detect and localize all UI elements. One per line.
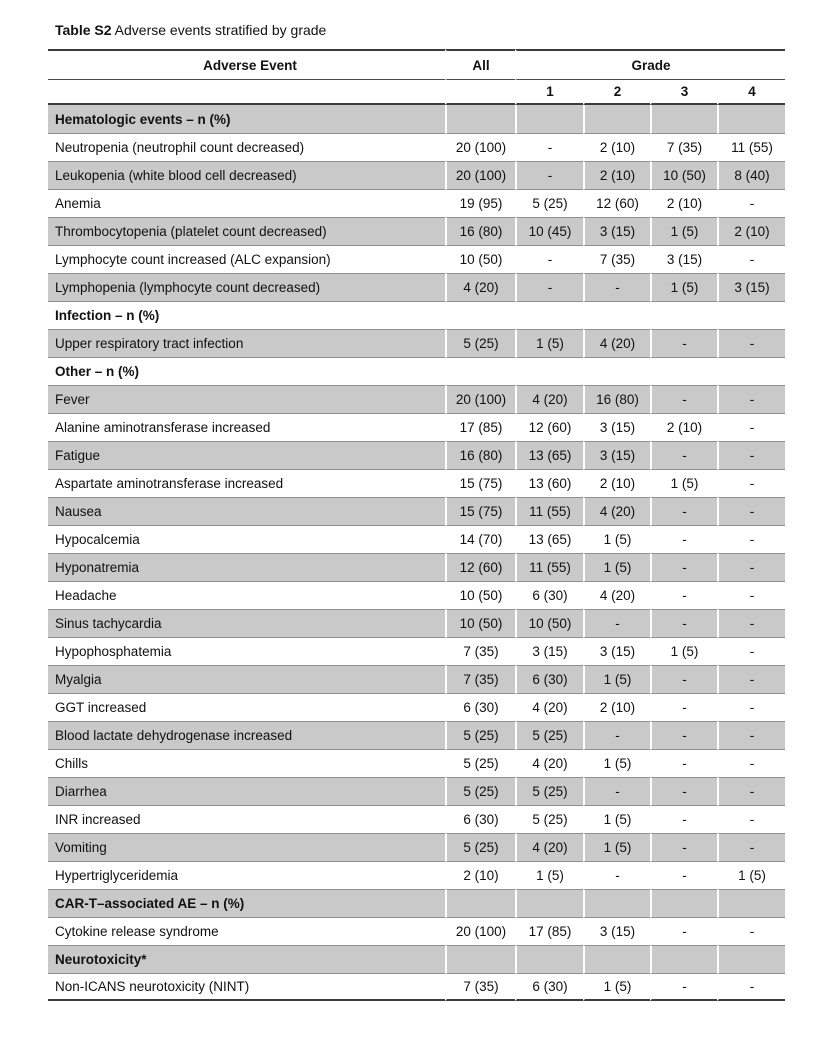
cell-adverse-event: Diarrhea [48,777,445,805]
col-header-grade: Grade [515,49,785,80]
section-empty-cell [650,105,717,133]
col-header-grade-2: 2 [583,80,650,105]
section-header-cell: Other – n (%) [48,357,445,385]
cell-adverse-event: Hypophosphatemia [48,637,445,665]
cell-all: 10 (50) [445,245,515,273]
cell-adverse-event: Blood lactate dehydrogenase increased [48,721,445,749]
cell-adverse-event: Aspartate aminotransferase increased [48,469,445,497]
cell-adverse-event: Leukopenia (white blood cell decreased) [48,161,445,189]
cell-grade-1: - [515,245,583,273]
cell-grade-3: - [650,553,717,581]
cell-grade-1: 4 (20) [515,385,583,413]
cell-grade-4: 1 (5) [717,861,785,889]
table-row [48,693,785,721]
table-row [48,637,785,665]
cell-grade-3: 7 (35) [650,133,717,161]
cell-adverse-event: GGT increased [48,693,445,721]
cell-adverse-event: Alanine aminotransferase increased [48,413,445,441]
cell-grade-1: 6 (30) [515,665,583,693]
cell-adverse-event: Hypocalcemia [48,525,445,553]
col-header-grade-1: 1 [515,80,583,105]
cell-grade-4: - [717,441,785,469]
table-row [48,385,785,413]
cell-grade-4: - [717,973,785,1001]
cell-all: 15 (75) [445,469,515,497]
table-row [48,749,785,777]
section-empty-cell [515,301,583,329]
table-row [48,525,785,553]
section-empty-cell [717,105,785,133]
cell-grade-3: - [650,861,717,889]
cell-grade-4: - [717,413,785,441]
section-header-cell: CAR-T–associated AE – n (%) [48,889,445,917]
cell-grade-2: 1 (5) [583,805,650,833]
table-caption-text: Adverse events stratified by grade [114,22,327,38]
cell-all: 6 (30) [445,693,515,721]
cell-adverse-event: Nausea [48,497,445,525]
cell-grade-4: - [717,469,785,497]
cell-adverse-event: Lymphopenia (lymphocyte count decreased) [48,273,445,301]
section-empty-cell [583,105,650,133]
cell-grade-4: - [717,833,785,861]
cell-adverse-event: Thrombocytopenia (platelet count decreased) [48,217,445,245]
section-empty-cell [583,945,650,973]
cell-grade-3: - [650,497,717,525]
cell-grade-3: - [650,581,717,609]
cell-all: 12 (60) [445,553,515,581]
cell-grade-4: - [717,553,785,581]
cell-grade-4: - [717,749,785,777]
cell-adverse-event: Myalgia [48,665,445,693]
cell-grade-3: - [650,917,717,945]
table-row [48,581,785,609]
table-row [48,497,785,525]
cell-grade-3: 10 (50) [650,161,717,189]
cell-grade-1: - [515,161,583,189]
cell-grade-3: 2 (10) [650,189,717,217]
cell-grade-2: 1 (5) [583,525,650,553]
cell-adverse-event: Upper respiratory tract infection [48,329,445,357]
cell-all: 5 (25) [445,749,515,777]
cell-grade-4: - [717,245,785,273]
cell-grade-1: 10 (50) [515,609,583,637]
table-row [48,917,785,945]
cell-grade-2: 3 (15) [583,441,650,469]
section-empty-cell [583,889,650,917]
cell-grade-1: 4 (20) [515,693,583,721]
cell-grade-4: - [717,665,785,693]
cell-grade-3: - [650,749,717,777]
cell-grade-1: 6 (30) [515,581,583,609]
cell-all: 5 (25) [445,721,515,749]
cell-all: 2 (10) [445,861,515,889]
cell-all: 20 (100) [445,917,515,945]
section-empty-cell [650,945,717,973]
cell-grade-1: 13 (65) [515,441,583,469]
section-row-neurotoxicity [48,945,785,973]
cell-grade-2: - [583,609,650,637]
cell-grade-1: 13 (65) [515,525,583,553]
cell-grade-3: - [650,441,717,469]
cell-all: 10 (50) [445,581,515,609]
cell-grade-1: 5 (25) [515,189,583,217]
cell-grade-2: - [583,273,650,301]
cell-grade-2: 3 (15) [583,917,650,945]
cell-grade-4: - [717,917,785,945]
cell-adverse-event: Chills [48,749,445,777]
cell-grade-2: 4 (20) [583,581,650,609]
section-empty-cell [650,357,717,385]
cell-grade-4: - [717,189,785,217]
cell-grade-4: 2 (10) [717,217,785,245]
col-header-all: All [445,49,515,80]
cell-all: 16 (80) [445,441,515,469]
cell-grade-3: - [650,973,717,1001]
cell-grade-1: 17 (85) [515,917,583,945]
table-row [48,329,785,357]
section-empty-cell [583,357,650,385]
cell-grade-2: 12 (60) [583,189,650,217]
cell-grade-3: - [650,833,717,861]
section-row-infection [48,301,785,329]
cell-grade-3: 1 (5) [650,273,717,301]
section-empty-cell [717,357,785,385]
cell-grade-1: 12 (60) [515,413,583,441]
table-row [48,553,785,581]
cell-grade-3: - [650,385,717,413]
col-header-grade-3: 3 [650,80,717,105]
cell-grade-3: 1 (5) [650,217,717,245]
cell-adverse-event: Hypertriglyceridemia [48,861,445,889]
cell-grade-4: - [717,721,785,749]
cell-grade-3: - [650,329,717,357]
cell-grade-2: 3 (15) [583,217,650,245]
cell-grade-4: - [717,805,785,833]
section-empty-cell [445,105,515,133]
cell-grade-1: 5 (25) [515,777,583,805]
cell-grade-2: 3 (15) [583,413,650,441]
section-row-other [48,357,785,385]
cell-grade-4: - [717,525,785,553]
cell-grade-3: 2 (10) [650,413,717,441]
cell-grade-1: 10 (45) [515,217,583,245]
cell-grade-1: 1 (5) [515,329,583,357]
cell-grade-2: 2 (10) [583,469,650,497]
cell-all: 14 (70) [445,525,515,553]
section-empty-cell [650,889,717,917]
section-empty-cell [445,945,515,973]
cell-grade-2: 4 (20) [583,497,650,525]
cell-grade-1: 11 (55) [515,497,583,525]
cell-grade-2: - [583,777,650,805]
cell-grade-3: - [650,777,717,805]
cell-grade-2: 2 (10) [583,161,650,189]
cell-grade-3: - [650,609,717,637]
section-empty-cell [583,301,650,329]
cell-adverse-event: Fever [48,385,445,413]
cell-all: 5 (25) [445,777,515,805]
table-row [48,189,785,217]
section-empty-cell [717,889,785,917]
cell-all: 19 (95) [445,189,515,217]
table-row [48,133,785,161]
cell-grade-3: - [650,805,717,833]
cell-grade-4: 8 (40) [717,161,785,189]
table-row [48,273,785,301]
header-row-grades [48,80,785,105]
section-empty-cell [445,301,515,329]
cell-grade-4: 3 (15) [717,273,785,301]
cell-grade-4: - [717,497,785,525]
cell-adverse-event: Non-ICANS neurotoxicity (NINT) [48,973,445,1001]
cell-grade-1: 5 (25) [515,721,583,749]
cell-grade-2: 3 (15) [583,637,650,665]
table-row [48,861,785,889]
cell-grade-3: - [650,665,717,693]
cell-grade-3: 1 (5) [650,469,717,497]
grade-spacer-cell [445,80,515,105]
cell-all: 16 (80) [445,217,515,245]
cell-grade-3: - [650,525,717,553]
table-row [48,777,785,805]
cell-adverse-event: Headache [48,581,445,609]
cell-grade-4: - [717,693,785,721]
cell-all: 20 (100) [445,161,515,189]
cell-adverse-event: Hyponatremia [48,553,445,581]
cell-grade-3: 1 (5) [650,637,717,665]
cell-grade-1: 4 (20) [515,749,583,777]
col-header-grade-4: 4 [717,80,785,105]
cell-grade-2: 4 (20) [583,329,650,357]
cell-grade-2: 2 (10) [583,693,650,721]
cell-grade-2: 1 (5) [583,973,650,1001]
section-empty-cell [515,889,583,917]
cell-grade-4: 11 (55) [717,133,785,161]
table-row [48,833,785,861]
cell-grade-3: 3 (15) [650,245,717,273]
cell-grade-4: - [717,777,785,805]
cell-grade-1: 1 (5) [515,861,583,889]
table-row [48,665,785,693]
cell-grade-2: - [583,721,650,749]
section-empty-cell [717,301,785,329]
table-row [48,441,785,469]
cell-adverse-event: INR increased [48,805,445,833]
section-empty-cell [515,945,583,973]
cell-grade-4: - [717,581,785,609]
section-header-cell: Hematologic events – n (%) [48,105,445,133]
cell-adverse-event: Fatigue [48,441,445,469]
cell-grade-1: - [515,133,583,161]
cell-grade-2: 7 (35) [583,245,650,273]
cell-grade-1: 13 (60) [515,469,583,497]
cell-all: 6 (30) [445,805,515,833]
cell-all: 10 (50) [445,609,515,637]
section-row-hematologic [48,105,785,133]
cell-all: 5 (25) [445,833,515,861]
table-row [48,245,785,273]
cell-grade-1: - [515,273,583,301]
adverse-events-table [48,49,785,1001]
cell-adverse-event: Neutropenia (neutrophil count decreased) [48,133,445,161]
cell-all: 7 (35) [445,665,515,693]
cell-grade-4: - [717,609,785,637]
cell-adverse-event: Cytokine release syndrome [48,917,445,945]
cell-grade-2: - [583,861,650,889]
cell-grade-1: 5 (25) [515,805,583,833]
col-header-adverse-event: Adverse Event [48,49,445,80]
section-row-car-t [48,889,785,917]
section-header-cell: Infection – n (%) [48,301,445,329]
cell-grade-2: 1 (5) [583,833,650,861]
table-row [48,805,785,833]
table-row [48,413,785,441]
cell-grade-3: - [650,721,717,749]
cell-grade-2: 1 (5) [583,553,650,581]
cell-grade-1: 3 (15) [515,637,583,665]
cell-grade-2: 16 (80) [583,385,650,413]
table-caption [55,22,834,38]
cell-grade-2: 1 (5) [583,749,650,777]
section-empty-cell [445,357,515,385]
table-row [48,609,785,637]
cell-grade-3: - [650,693,717,721]
cell-all: 5 (25) [445,329,515,357]
section-empty-cell [717,945,785,973]
cell-all: 15 (75) [445,497,515,525]
cell-all: 4 (20) [445,273,515,301]
table-row [48,217,785,245]
cell-grade-2: 1 (5) [583,665,650,693]
cell-adverse-event: Vomiting [48,833,445,861]
cell-adverse-event: Sinus tachycardia [48,609,445,637]
header-row-main [48,49,785,80]
section-empty-cell [445,889,515,917]
cell-grade-4: - [717,385,785,413]
section-empty-cell [650,301,717,329]
cell-adverse-event: Anemia [48,189,445,217]
table-row [48,721,785,749]
cell-all: 7 (35) [445,637,515,665]
cell-all: 17 (85) [445,413,515,441]
cell-grade-1: 6 (30) [515,973,583,1001]
cell-all: 7 (35) [445,973,515,1001]
cell-grade-1: 4 (20) [515,833,583,861]
table-row [48,973,785,1001]
section-empty-cell [515,357,583,385]
cell-grade-4: - [717,637,785,665]
cell-all: 20 (100) [445,133,515,161]
cell-grade-1: 11 (55) [515,553,583,581]
section-header-cell: Neurotoxicity* [48,945,445,973]
section-empty-cell [515,105,583,133]
cell-grade-2: 2 (10) [583,133,650,161]
cell-grade-4: - [717,329,785,357]
cell-all: 20 (100) [445,385,515,413]
grade-spacer-cell [48,80,445,105]
table-caption-label: Table S2 [55,22,112,38]
table-row [48,161,785,189]
cell-adverse-event: Lymphocyte count increased (ALC expansion) [48,245,445,273]
table-row [48,469,785,497]
